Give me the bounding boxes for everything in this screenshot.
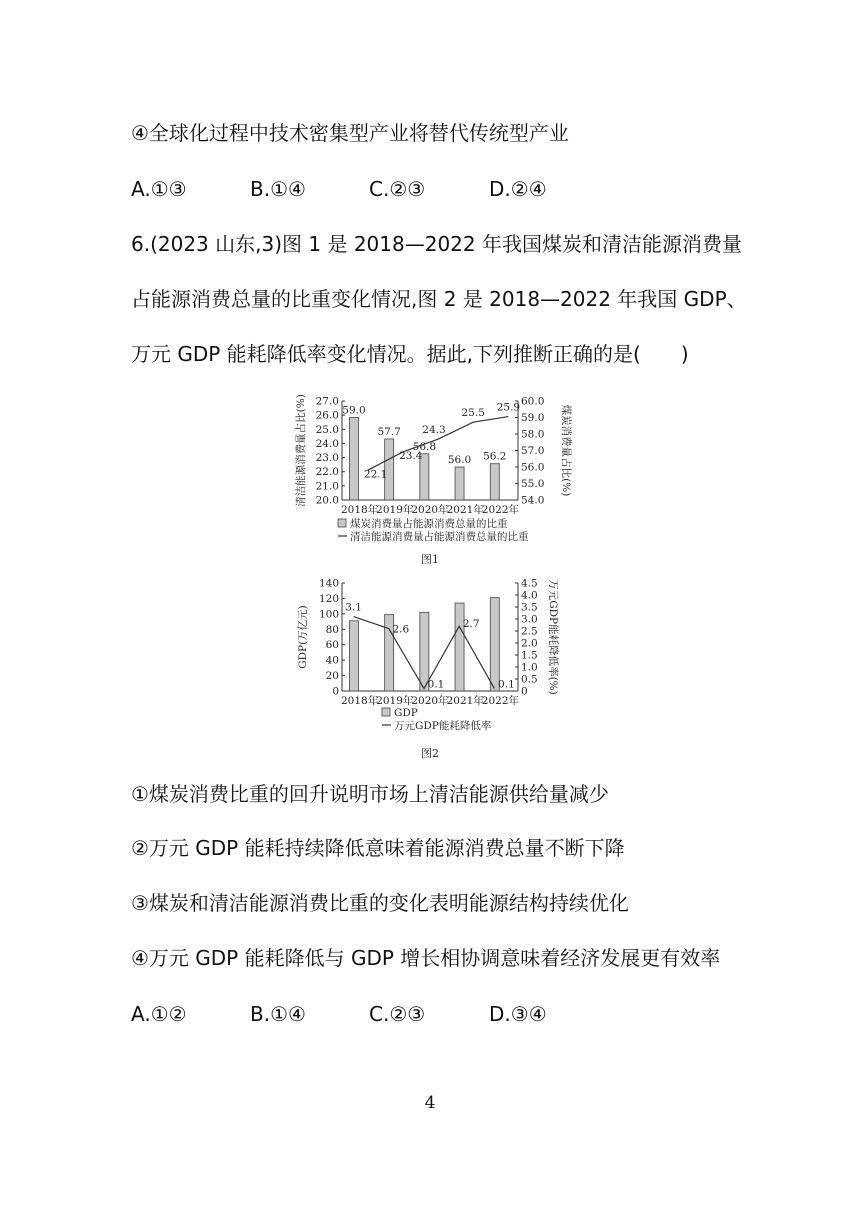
category-label: 2019年 bbox=[376, 695, 414, 707]
bar bbox=[455, 467, 464, 500]
q5-option-d[interactable]: D.②④ bbox=[489, 177, 547, 201]
right-tick-label: 4.5 bbox=[521, 577, 538, 590]
q6-option-a[interactable]: A.①② bbox=[131, 1002, 187, 1026]
legend-bar-label: 煤炭消费量占能源消费总量的比重 bbox=[350, 518, 508, 530]
category-label: 2022年 bbox=[481, 504, 520, 516]
category-label: 2021年 bbox=[446, 504, 484, 516]
left-tick-label: 21.0 bbox=[315, 480, 339, 493]
statement-4: ④万元 GDP 能耗降低与 GDP 增长相协调意味着经济发展更有效率 bbox=[131, 946, 721, 970]
line-data-label: 25.9 bbox=[496, 401, 521, 414]
category-label: 2021年 bbox=[446, 695, 484, 707]
left-tick-label: 20.0 bbox=[315, 494, 339, 507]
q6-option-d[interactable]: D.③④ bbox=[489, 1002, 547, 1026]
left-tick-label: 100 bbox=[318, 608, 339, 621]
right-tick-label: 4.0 bbox=[521, 589, 538, 602]
question-line-3: 万元 GDP 能耗降低率变化情况。据此,下列推断正确的是( ) bbox=[131, 342, 689, 366]
category-label: 2020年 bbox=[411, 504, 449, 516]
right-tick-label: 60.0 bbox=[521, 395, 545, 408]
legend-bar-swatch bbox=[338, 519, 346, 527]
q5-options bbox=[131, 175, 731, 203]
q5-option-a[interactable]: A.①③ bbox=[131, 177, 187, 201]
left-tick-label: 140 bbox=[318, 577, 339, 590]
left-tick-label: 26.0 bbox=[315, 409, 339, 422]
right-tick-label: 56.0 bbox=[521, 461, 545, 474]
right-tick-label: 54.0 bbox=[521, 494, 545, 507]
category-label: 2018年 bbox=[340, 504, 379, 516]
question-line-2: 占能源消费总量的比重变化情况,图 2 是 2018—2022 年我国 GDP、 bbox=[131, 287, 747, 311]
left-tick-label: 22.0 bbox=[315, 466, 339, 479]
left-axis-label: 清洁能源消费量占比(%) bbox=[295, 394, 307, 507]
legend-line-label: 清洁能源消费量占能源消费总量的比重 bbox=[350, 531, 529, 543]
bar bbox=[490, 464, 499, 500]
legend-bar-label: GDP bbox=[394, 707, 418, 719]
bar bbox=[349, 418, 358, 501]
q6-options bbox=[131, 1000, 731, 1028]
left-axis-label: GDP(万亿元) bbox=[297, 605, 309, 669]
page-number: 4 bbox=[424, 1093, 436, 1113]
bar bbox=[490, 598, 499, 691]
right-tick-label: 2.0 bbox=[521, 637, 538, 650]
right-tick-label: 3.5 bbox=[521, 601, 538, 614]
left-tick-label: 24.0 bbox=[315, 437, 339, 450]
q5-statement-4: ④全球化过程中技术密集型产业将替代传统型产业 bbox=[131, 121, 569, 145]
line-data-label: 0.1 bbox=[427, 678, 445, 691]
right-axis-label: 万元GDP能耗降低率(%) bbox=[547, 579, 559, 695]
line-data-label: 3.1 bbox=[345, 601, 362, 614]
bar-data-label: 56.2 bbox=[483, 450, 507, 463]
line-data-label: 2.7 bbox=[462, 618, 480, 631]
left-tick-label: 120 bbox=[318, 592, 339, 605]
left-tick-label: 0 bbox=[332, 685, 339, 698]
left-tick-label: 23.0 bbox=[315, 452, 339, 465]
statement-1: ①煤炭消费比重的回升说明市场上清洁能源供给量减少 bbox=[131, 782, 609, 806]
right-tick-label: 3.0 bbox=[521, 613, 538, 626]
right-tick-label: 59.0 bbox=[521, 412, 545, 424]
bar-data-label: 57.7 bbox=[377, 425, 401, 438]
left-tick-label: 20 bbox=[325, 670, 339, 683]
right-tick-label: 55.0 bbox=[521, 478, 545, 490]
bar bbox=[455, 603, 464, 691]
right-axis-label: 煤炭消费量占比(%) bbox=[560, 404, 572, 497]
category-label: 2022年 bbox=[481, 695, 520, 707]
right-tick-label: 1.5 bbox=[521, 649, 538, 662]
statement-2: ②万元 GDP 能耗持续降低意味着能源消费总量不断下降 bbox=[131, 836, 625, 860]
right-tick-label: 0 bbox=[521, 685, 528, 698]
left-tick-label: 27.0 bbox=[315, 395, 339, 408]
line-data-label: 23.4 bbox=[399, 449, 423, 462]
bar-data-label: 56.0 bbox=[447, 454, 472, 466]
q5-option-b[interactable]: B.①④ bbox=[250, 177, 306, 201]
right-tick-label: 57.0 bbox=[521, 445, 545, 457]
q6-option-b[interactable]: B.①④ bbox=[250, 1002, 306, 1026]
category-label: 2020年 bbox=[411, 695, 449, 707]
right-tick-label: 0.5 bbox=[521, 673, 538, 686]
category-label: 2019年 bbox=[376, 504, 414, 516]
left-tick-label: 80 bbox=[325, 623, 339, 636]
figure-2-chart bbox=[290, 575, 580, 765]
left-tick-label: 40 bbox=[325, 654, 339, 667]
line-data-label: 24.3 bbox=[422, 424, 446, 437]
left-tick-label: 60 bbox=[325, 639, 339, 652]
line-data-label: 22.1 bbox=[363, 468, 388, 481]
bar-data-label: 59.0 bbox=[342, 404, 366, 417]
question-line-1: 6.(2023 山东,3)图 1 是 2018—2022 年我国煤炭和清洁能源消费量 bbox=[131, 232, 742, 256]
bar-data-label: 56.8 bbox=[412, 440, 437, 453]
bar bbox=[349, 621, 358, 691]
legend-line-label: 万元GDP能耗降低率 bbox=[394, 720, 492, 732]
figure-caption: 图2 bbox=[421, 747, 439, 760]
figure-caption: 图1 bbox=[421, 553, 439, 566]
right-tick-label: 58.0 bbox=[521, 428, 545, 441]
line-data-label: 2.6 bbox=[392, 623, 410, 636]
q5-option-c[interactable]: C.②③ bbox=[369, 177, 426, 201]
right-tick-label: 2.5 bbox=[521, 625, 538, 638]
line-data-label: 25.5 bbox=[461, 407, 485, 420]
legend-bar-swatch bbox=[382, 708, 390, 716]
category-label: 2018年 bbox=[340, 695, 379, 707]
statement-3: ③煤炭和清洁能源消费比重的变化表明能源结构持续优化 bbox=[131, 891, 629, 915]
right-tick-label: 1.0 bbox=[521, 661, 538, 674]
figure-1-chart bbox=[290, 385, 580, 573]
q6-option-c[interactable]: C.②③ bbox=[369, 1002, 426, 1026]
line-data-label: 0.1 bbox=[498, 678, 515, 691]
left-tick-label: 25.0 bbox=[315, 423, 339, 436]
